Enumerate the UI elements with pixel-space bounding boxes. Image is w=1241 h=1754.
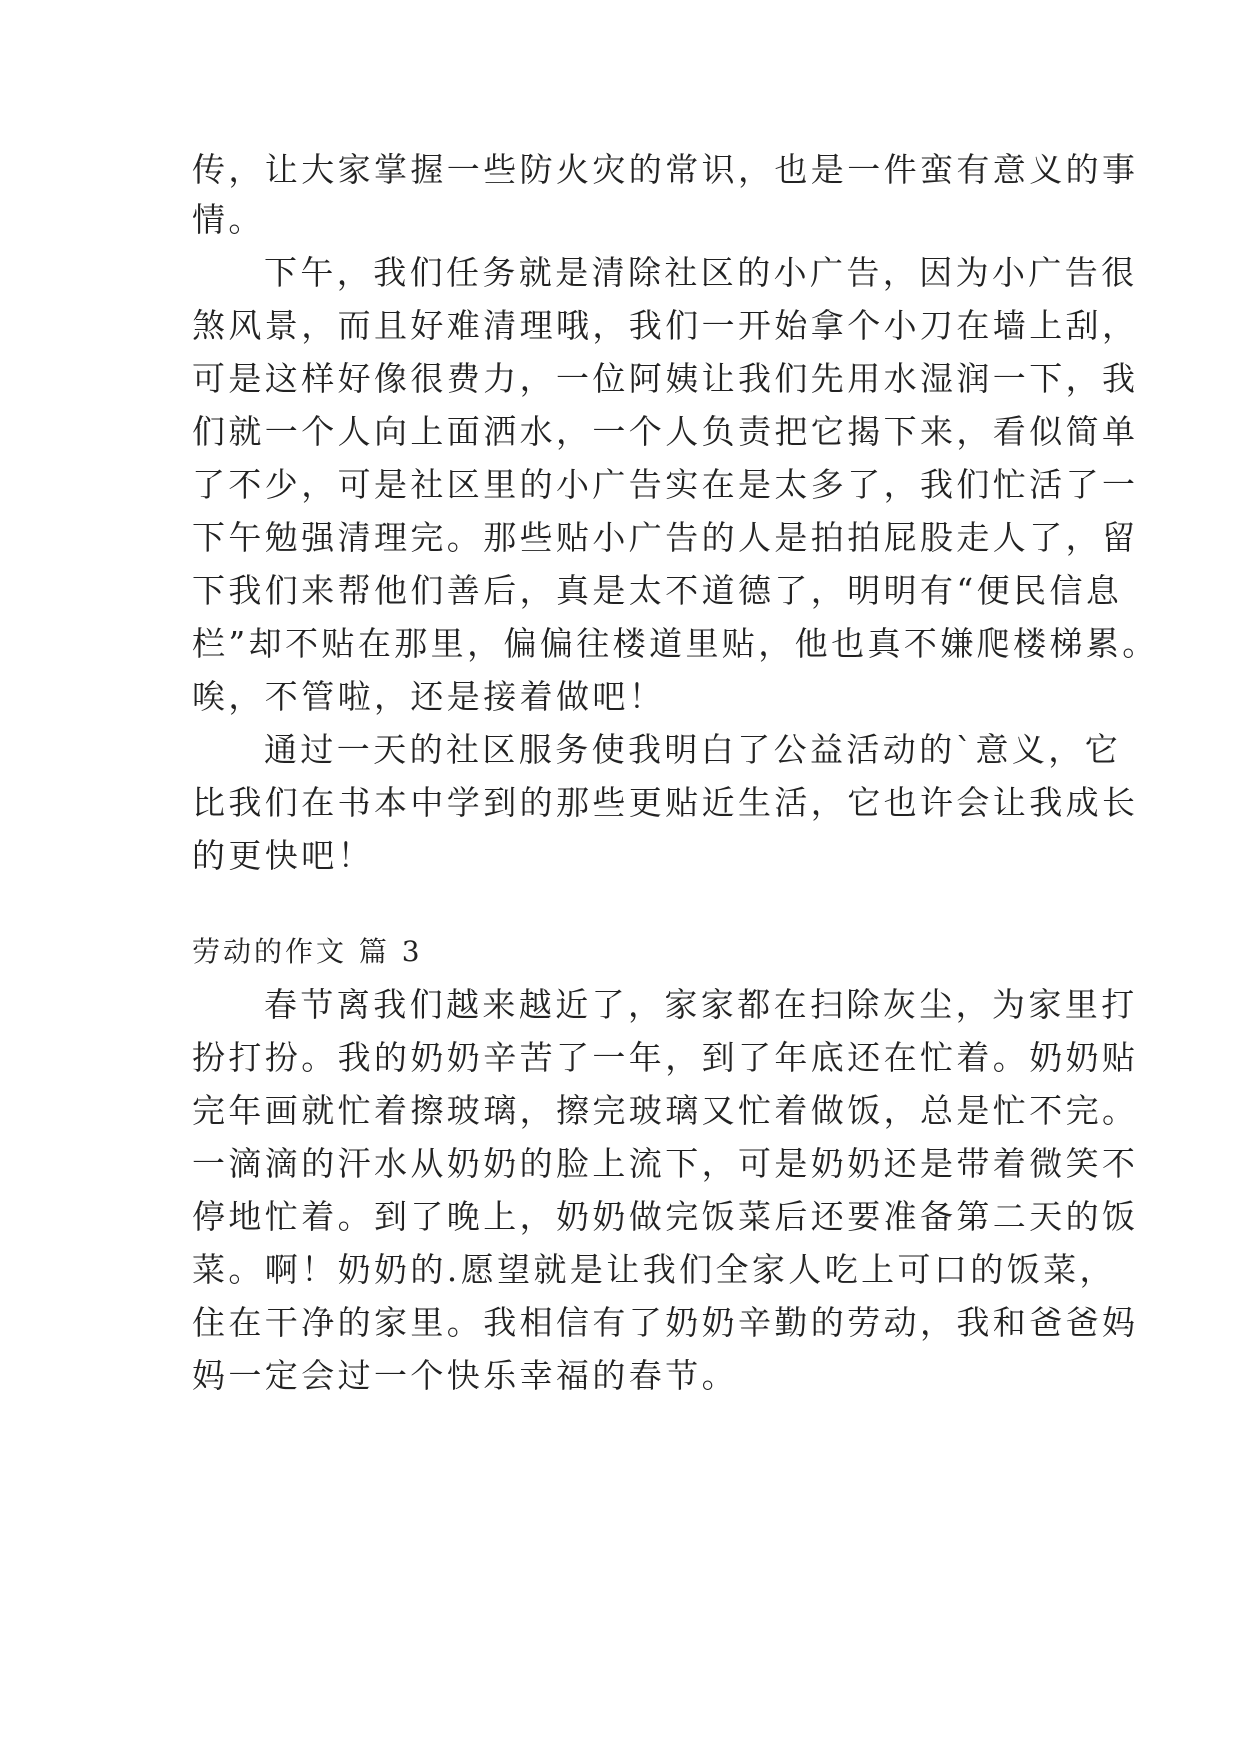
paragraph-line: 妈一定会过一个快乐幸福的春节。 xyxy=(192,1356,738,1395)
paragraph-line: 下午勉强清理完。那些贴小广告的人是拍拍屁股走人了，留 xyxy=(192,518,1139,557)
paragraph-line: 春节离我们越来越近了，家家都在扫除灰尘，为家里打 xyxy=(264,985,1138,1024)
paragraph-line: 通过一天的社区服务使我明白了公益活动的`意义，它 xyxy=(264,730,1122,769)
paragraph-line: 唉，不管啦，还是接着做吧！ xyxy=(192,677,666,716)
paragraph-line: 们就一个人向上面洒水，一个人负责把它揭下来，看似简单 xyxy=(192,412,1139,451)
paragraph-line: 完年画就忙着擦玻璃，擦完玻璃又忙着做饭，总是忙不完。 xyxy=(192,1091,1139,1130)
paragraph-line: 下午，我们任务就是清除社区的小广告，因为小广告很 xyxy=(264,253,1138,292)
paragraph-line: 比我们在书本中学到的那些更贴近生活，它也许会让我成长 xyxy=(192,783,1139,822)
paragraph-line: 一滴滴的汗水从奶奶的脸上流下，可是奶奶还是带着微笑不 xyxy=(192,1144,1139,1183)
paragraph-line: 的更快吧！ xyxy=(192,836,374,875)
paragraph-line: 扮打扮。我的奶奶辛苦了一年，到了年底还在忙着。奶奶贴 xyxy=(192,1038,1139,1077)
paragraph-line: 情。 xyxy=(192,200,265,239)
paragraph-line: 停地忙着。到了晚上，奶奶做完饭菜后还要准备第二天的饭 xyxy=(192,1197,1139,1236)
section-heading: 劳动的作文 篇 3 xyxy=(192,935,423,968)
paragraph-line: 住在干净的家里。我相信有了奶奶辛勤的劳动，我和爸爸妈 xyxy=(192,1303,1139,1342)
paragraph-line: 煞风景，而且好难清理哦，我们一开始拿个小刀在墙上刮， xyxy=(192,306,1139,345)
paragraph-line: 了不少，可是社区里的小广告实在是太多了，我们忙活了一 xyxy=(192,465,1139,504)
paragraph-line: 菜。啊！奶奶的.愿望就是让我们全家人吃上可口的饭菜， xyxy=(192,1250,1116,1289)
paragraph-line: 可是这样好像很费力，一位阿姨让我们先用水湿润一下，我 xyxy=(192,359,1139,398)
paragraph-line: 传，让大家掌握一些防火灾的常识，也是一件蛮有意义的事 xyxy=(192,150,1139,189)
paragraph-line: 下我们来帮他们善后，真是太不道德了，明明有“便民信息 xyxy=(192,571,1123,610)
paragraph-line: 栏”却不贴在那里，偏偏往楼道里贴，他也真不嫌爬楼梯累。 xyxy=(192,624,1159,663)
